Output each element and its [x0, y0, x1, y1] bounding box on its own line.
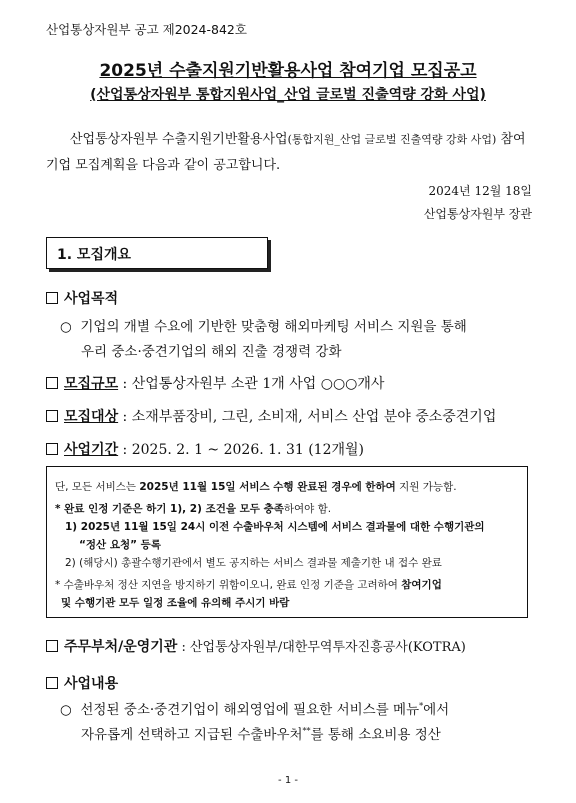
- note-line-2: * 완료 인정 기준은 하기 1), 2) 조건을 모두 충족하여야 함.: [55, 503, 332, 515]
- content-label: 사업내용: [64, 676, 119, 692]
- note-line-4: “정산 요청” 등록: [79, 539, 161, 551]
- page-number: - 1 -: [278, 775, 298, 786]
- notice-number: 산업통상자원부 공고 제2024-842호: [46, 22, 247, 37]
- note-line-3: 1) 2025년 11월 15일 24시 이전 수출바우처 시스템에 서비스 결과물에 대한 수행기관의: [65, 521, 485, 533]
- circle-bullet-icon: ○: [60, 319, 72, 335]
- checkbox-square-icon: [46, 377, 58, 389]
- checkbox-square-icon: [46, 443, 58, 455]
- checkbox-square-icon: [46, 640, 58, 652]
- intro-part2: (통합지원_산업 글로벌 진출역량 강화 사업): [287, 133, 497, 146]
- target-row: [46, 406, 496, 426]
- target-value: : 소재부품장비, 그린, 소비재, 서비스 산업 분야 중소중견기업: [118, 409, 497, 425]
- note-line-5: 2) (해당시) 총괄수행기관에서 별도 공지하는 서비스 결과물 제출기한 내 접수 완료: [65, 557, 442, 569]
- announcement-date: 2024년 12월 18일: [428, 184, 532, 198]
- period-value: : 2025. 2. 1 ~ 2026. 1. 31 (12개월): [118, 442, 364, 458]
- scale-row: [46, 373, 384, 393]
- intro-part1: 산업통상자원부 수출지원기반활용사업: [70, 132, 288, 147]
- note-line-7: 및 수행기관 모두 일정 조율에 유의해 주시기 바람: [61, 597, 290, 609]
- scale-label: 모집규모: [64, 376, 119, 392]
- section-title: 1. 모집개요: [57, 247, 132, 263]
- note-line-6: * 수출바우처 정산 지연을 방지하기 위함이오니, 완료 인정 기준을 고려하여 참여기업: [55, 579, 442, 591]
- target-label: 모집대상: [64, 409, 119, 425]
- checkbox-square-icon: [46, 410, 58, 422]
- purpose-line-2: 우리 중소·중견기업의 해외 진출 경쟁력 강화: [81, 344, 342, 360]
- circle-bullet-icon: ○: [60, 702, 72, 718]
- issuer: 산업통상자원부 장관: [423, 207, 532, 221]
- content-line-1: ○ 선정된 중소·중견기업이 해외영업에 필요한 서비스를 메뉴*에서: [60, 701, 450, 718]
- note-box: [46, 466, 528, 618]
- page-title: 2025년 수출지원기반활용사업 참여기업 모집공고: [99, 61, 477, 81]
- intro-part3: 참여기업 모집계획을 다음과 같이 공고합니다.: [46, 132, 526, 173]
- checkbox-square-icon: [46, 677, 58, 689]
- purpose-label: 사업목적: [64, 291, 119, 307]
- dept-label: 주무부처/운영기관: [64, 639, 178, 655]
- scale-value: : 산업통상자원부 소관 1개 사업 ○○○개사: [118, 376, 385, 392]
- checkbox-square-icon: [46, 292, 58, 304]
- dept-row: [46, 636, 466, 656]
- dept-value: : 산업통상자원부/대한무역투자진흥공사(KOTRA): [177, 640, 466, 655]
- period-label: 사업기간: [64, 442, 119, 458]
- purpose-heading: [46, 288, 118, 308]
- note-line-1: 단, 모든 서비스는 2025년 11월 15일 서비스 수행 완료된 경우에 한하여 지원 가능함.: [55, 481, 457, 493]
- purpose-text-1: 기업의 개별 수요에 기반한 맞춤형 해외마케팅 서비스 지원을 통해: [80, 319, 467, 335]
- section-title-box: [46, 237, 268, 269]
- intro-paragraph: [46, 127, 536, 179]
- page-subtitle: (산업통상자원부 통합지원사업_산업 글로벌 진출역량 강화 사업): [90, 87, 486, 103]
- content-line-2: 자유롭게 선택하고 지급된 수출바우처**를 통해 소요비용 정산: [81, 726, 441, 743]
- purpose-line-1: [60, 315, 467, 335]
- period-row: [46, 439, 364, 459]
- content-heading: [46, 673, 118, 693]
